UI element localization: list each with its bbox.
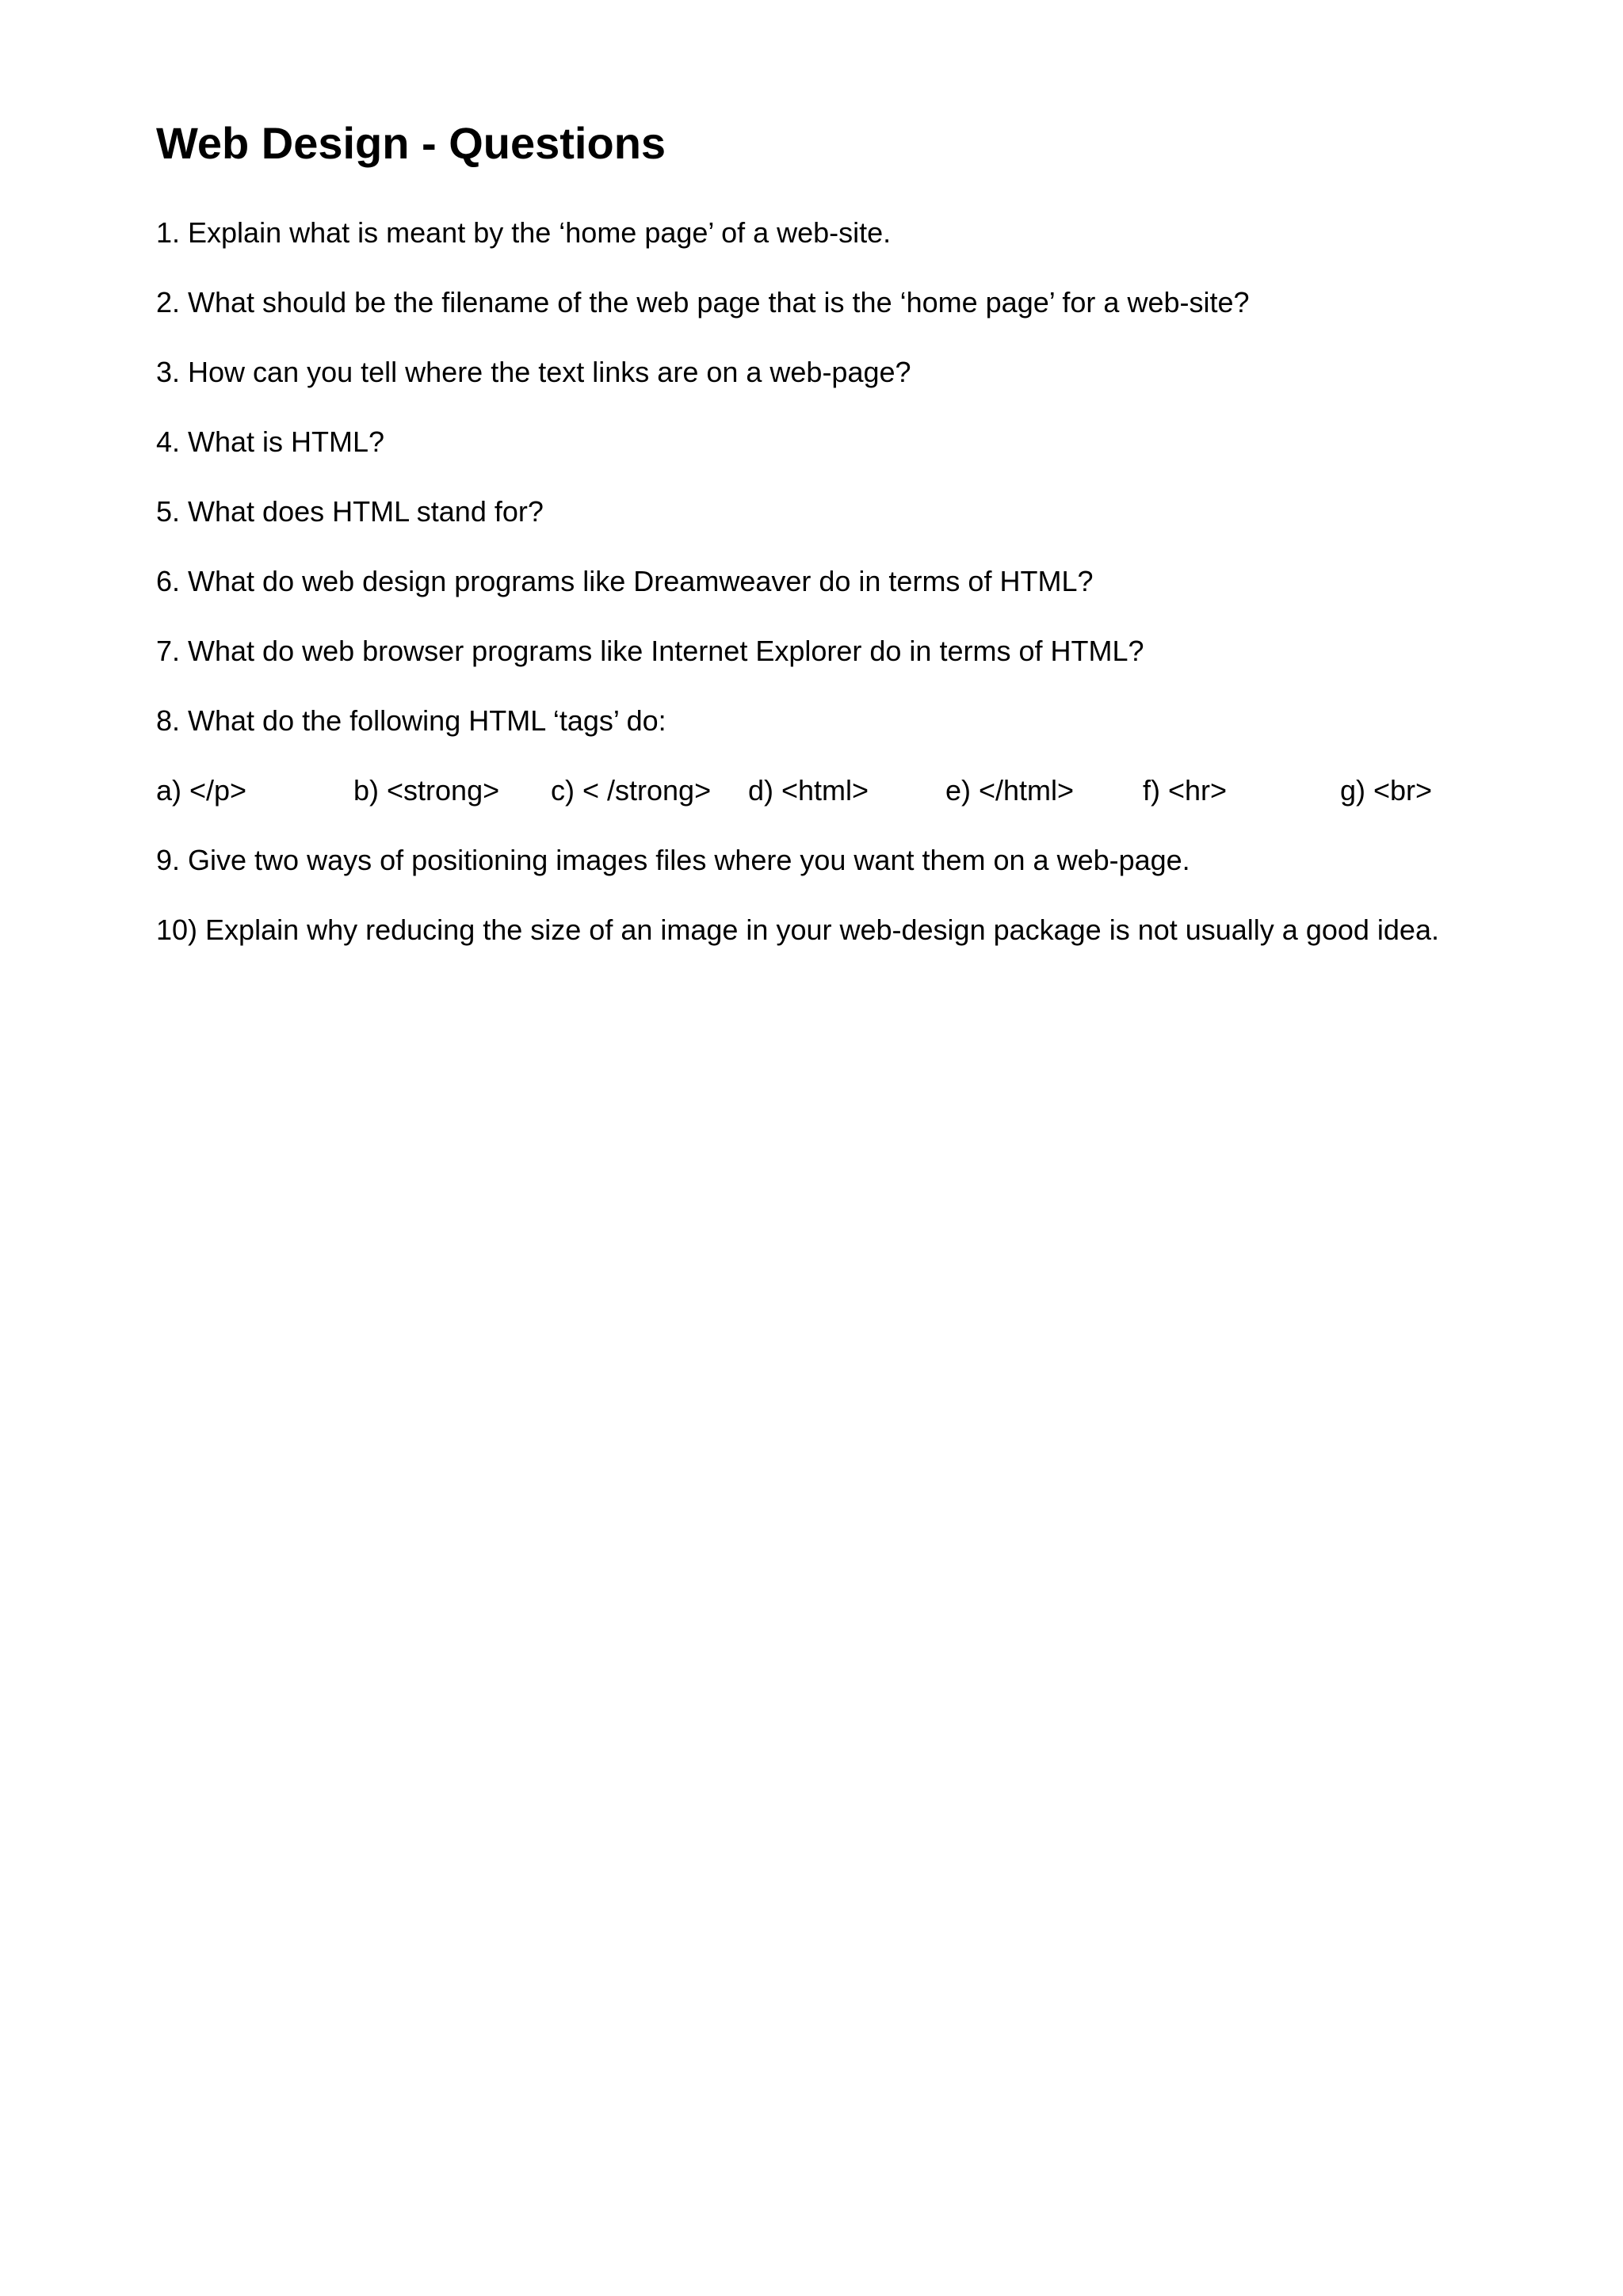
question-5: 5. What does HTML stand for?	[156, 495, 544, 528]
question-9: 9. Give two ways of positioning images files where you want them on a web-page.	[156, 844, 1190, 876]
tag-item-b: b) <strong>	[353, 774, 500, 807]
question-1: 1. Explain what is meant by the ‘home page’ of a web-site.	[156, 216, 892, 249]
question-2: 2. What should be the filename of the web page that is the ‘home page’ for a web-site?	[156, 286, 1250, 318]
question-8: 8. What do the following HTML ‘tags’ do:	[156, 704, 666, 737]
question-4: 4. What is HTML?	[156, 425, 385, 458]
html-tags-row	[156, 773, 1503, 813]
tag-item-c: c) < /strong>	[551, 774, 712, 807]
question-10: 10) Explain why reducing the size of an image in your web-design package is not usually a good idea.	[156, 913, 1439, 946]
tag-item-g: g) <br>	[1340, 774, 1433, 807]
tag-item-f: f) <hr>	[1143, 774, 1228, 807]
tag-item-d: d) <html>	[748, 774, 869, 807]
tag-item-e: e) </html>	[945, 774, 1075, 807]
question-6: 6. What do web design programs like Dreamweaver do in terms of HTML?	[156, 565, 1094, 597]
question-7: 7. What do web browser programs like Internet Explorer do in terms of HTML?	[156, 635, 1144, 667]
question-3: 3. How can you tell where the text links are on a web-page?	[156, 356, 911, 388]
page-title: Web Design - Questions	[156, 118, 666, 168]
tag-item-a: a) </p>	[156, 774, 247, 807]
